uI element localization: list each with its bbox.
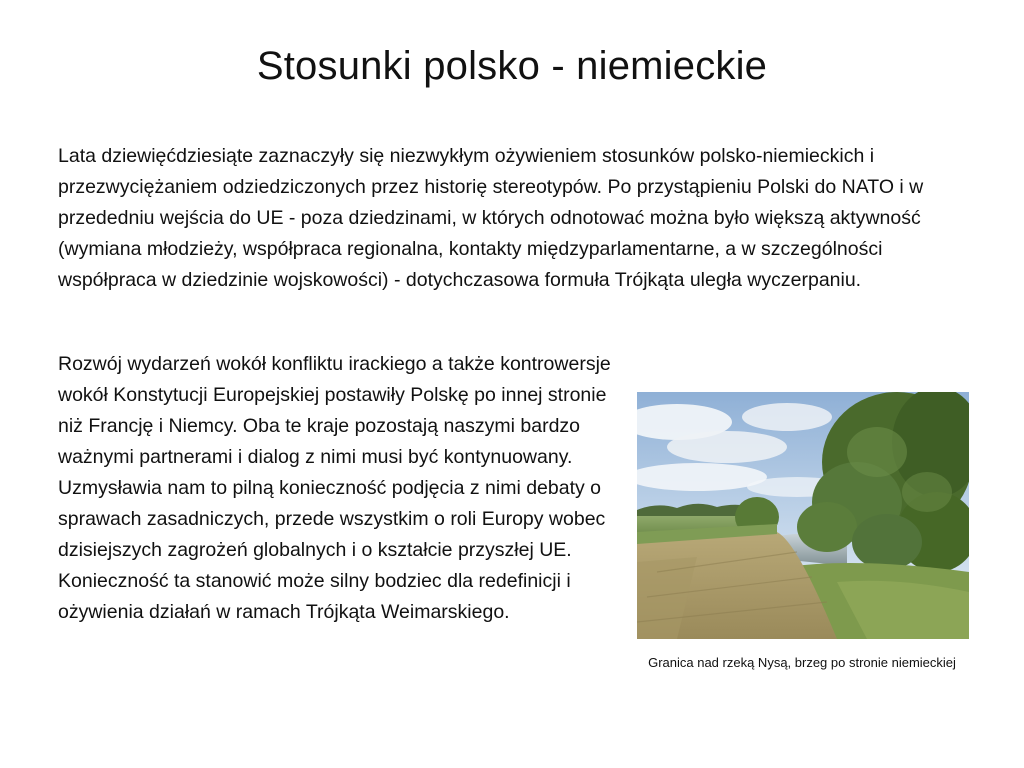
river-landscape-photo [637, 392, 969, 639]
photo-caption: Granica nad rzeką Nysą, brzeg po stronie niemieckiej [648, 655, 956, 670]
slide-title: Stosunki polsko - niemieckie [256, 44, 768, 88]
paragraph-1: Lata dziewięćdziesiąte zaznaczyły się niezwykłym ożywieniem stosunków polsko-niemieckich i przezwyciężaniem odziedziczonych przez historię stereotypów. Po przystąpieniu Polski do NATO i w przededniu wejścia do UE - poza dziedzinami, w których odnotować można było większą aktywność (wymiana młodzieży, współpraca regionalna, kontakty międzyparlamentarne, a w szczególności współpraca w dziedzinie wojskowości) - dotychczasowa formuła Trójkąta uległa wyczerpaniu. [58, 145, 924, 291]
paragraph-2: Rozwój wydarzeń wokół konfliktu irackiego a także kontrowersje wokół Konstytucji Europejskiej postawiły Polskę po innej stronie niż Francję i Niemcy. Oba te kraje pozostają naszymi bardzo ważnymi partnerami i dialog z nimi musi być kontynuowany. Uzmysławia nam to pilną konieczność podjęcia z nimi debaty o sprawach zasadniczych, przede wszystkim o roli Europy wobec dzisiejszych zagrożeń globalnych i o kształcie przyszłej UE. Konieczność ta stanowić może silny bodziec dla redefinicji i ożywienia działań w ramach Trójkąta Weimarskiego. [58, 353, 611, 623]
